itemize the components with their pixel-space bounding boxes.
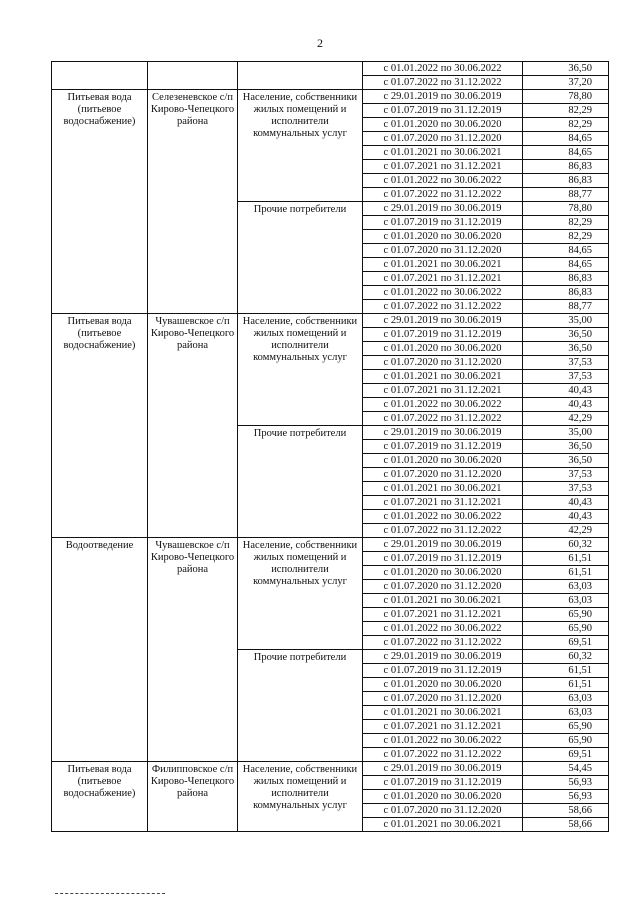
tariff-value-cell: 82,29	[523, 104, 609, 118]
tariff-value-cell: 58,66	[523, 804, 609, 818]
tariff-value-cell: 61,51	[523, 664, 609, 678]
period-cell: с 01.01.2020 по 30.06.2020	[363, 790, 523, 804]
period-cell: с 01.07.2022 по 31.12.2022	[363, 76, 523, 90]
tariff-value-cell: 86,83	[523, 174, 609, 188]
tariff-value-cell: 78,80	[523, 90, 609, 104]
period-cell: с 01.01.2022 по 30.06.2022	[363, 62, 523, 76]
tariff-value-cell: 40,43	[523, 398, 609, 412]
tariff-value-cell: 35,00	[523, 314, 609, 328]
settlement-cell: Филипповское с/п Кирово-Чепецкого района	[148, 762, 238, 832]
period-cell: с 01.07.2020 по 31.12.2020	[363, 580, 523, 594]
table-row	[52, 62, 609, 76]
period-cell: с 01.07.2020 по 31.12.2020	[363, 132, 523, 146]
period-cell: с 01.07.2019 по 31.12.2019	[363, 216, 523, 230]
page-number: 2	[317, 36, 323, 50]
period-cell: с 01.07.2019 по 31.12.2019	[363, 776, 523, 790]
table-row	[52, 538, 609, 552]
period-cell: с 01.01.2021 по 30.06.2021	[363, 706, 523, 720]
period-cell: с 01.07.2021 по 31.12.2021	[363, 272, 523, 286]
tariff-value-cell: 63,03	[523, 706, 609, 720]
service-cell: Питьевая вода (питьевое водоснабжение)	[52, 762, 148, 832]
consumer-cell: Прочие потребители	[238, 426, 363, 538]
tariff-value-cell: 60,32	[523, 538, 609, 552]
tariff-value-cell: 37,53	[523, 468, 609, 482]
tariff-value-cell: 86,83	[523, 272, 609, 286]
period-cell: с 29.01.2019 по 30.06.2019	[363, 202, 523, 216]
settlement-cell: Чувашевское с/п Кирово-Чепецкого района	[148, 538, 238, 762]
tariff-value-cell: 84,65	[523, 244, 609, 258]
tariff-value-cell: 69,51	[523, 636, 609, 650]
period-cell: с 01.07.2020 по 31.12.2020	[363, 804, 523, 818]
tariff-value-cell: 40,43	[523, 384, 609, 398]
table-row	[52, 762, 609, 776]
period-cell: с 29.01.2019 по 30.06.2019	[363, 650, 523, 664]
period-cell: с 01.01.2022 по 30.06.2022	[363, 734, 523, 748]
consumer-cell: Население, собственники жилых помещений и исполнители коммунальных услуг	[238, 90, 363, 202]
tariff-value-cell: 82,29	[523, 230, 609, 244]
period-cell: с 01.07.2019 по 31.12.2019	[363, 104, 523, 118]
period-cell: с 01.07.2021 по 31.12.2021	[363, 496, 523, 510]
period-cell: с 01.01.2022 по 30.06.2022	[363, 622, 523, 636]
period-cell: с 01.01.2020 по 30.06.2020	[363, 678, 523, 692]
period-cell: с 01.01.2020 по 30.06.2020	[363, 118, 523, 132]
tariff-value-cell: 36,50	[523, 342, 609, 356]
tariff-value-cell: 36,50	[523, 454, 609, 468]
tariff-value-cell: 84,65	[523, 146, 609, 160]
period-cell: с 01.07.2019 по 31.12.2019	[363, 328, 523, 342]
tariff-value-cell: 35,00	[523, 426, 609, 440]
tariff-value-cell: 84,65	[523, 132, 609, 146]
period-cell: с 01.01.2021 по 30.06.2021	[363, 258, 523, 272]
period-cell: с 01.07.2020 по 31.12.2020	[363, 692, 523, 706]
tariff-value-cell: 61,51	[523, 552, 609, 566]
tariff-value-cell: 63,03	[523, 692, 609, 706]
tariff-value-cell: 37,53	[523, 356, 609, 370]
tariff-value-cell: 63,03	[523, 580, 609, 594]
period-cell: с 01.01.2021 по 30.06.2021	[363, 482, 523, 496]
period-cell: с 01.07.2022 по 31.12.2022	[363, 412, 523, 426]
period-cell: с 29.01.2019 по 30.06.2019	[363, 426, 523, 440]
consumer-cell	[238, 62, 363, 90]
settlement-cell	[148, 62, 238, 90]
tariff-value-cell: 60,32	[523, 650, 609, 664]
service-cell: Водоотведение	[52, 538, 148, 762]
tariff-value-cell: 42,29	[523, 412, 609, 426]
tariff-value-cell: 63,03	[523, 594, 609, 608]
service-cell	[52, 62, 148, 90]
period-cell: с 01.01.2022 по 30.06.2022	[363, 398, 523, 412]
tariff-value-cell: 65,90	[523, 720, 609, 734]
tariff-value-cell: 54,45	[523, 762, 609, 776]
period-cell: с 01.07.2019 по 31.12.2019	[363, 552, 523, 566]
table-row	[52, 314, 609, 328]
consumer-cell: Население, собственники жилых помещений и исполнители коммунальных услуг	[238, 538, 363, 650]
tariff-value-cell: 78,80	[523, 202, 609, 216]
period-cell: с 01.01.2020 по 30.06.2020	[363, 566, 523, 580]
tariff-value-cell: 86,83	[523, 160, 609, 174]
tariff-value-cell: 40,43	[523, 496, 609, 510]
period-cell: с 01.01.2021 по 30.06.2021	[363, 594, 523, 608]
consumer-cell: Население, собственники жилых помещений и исполнители коммунальных услуг	[238, 762, 363, 832]
tariff-value-cell: 56,93	[523, 790, 609, 804]
period-cell: с 29.01.2019 по 30.06.2019	[363, 314, 523, 328]
tariff-value-cell: 58,66	[523, 818, 609, 832]
settlement-cell: Селезеневское с/п Кирово-Чепецкого района	[148, 90, 238, 314]
period-cell: с 01.07.2022 по 31.12.2022	[363, 748, 523, 762]
tariff-value-cell: 40,43	[523, 510, 609, 524]
period-cell: с 01.07.2019 по 31.12.2019	[363, 440, 523, 454]
period-cell: с 01.07.2022 по 31.12.2022	[363, 636, 523, 650]
period-cell: с 01.01.2021 по 30.06.2021	[363, 370, 523, 384]
tariff-value-cell: 61,51	[523, 566, 609, 580]
tariff-value-cell: 88,77	[523, 300, 609, 314]
period-cell: с 01.01.2022 по 30.06.2022	[363, 174, 523, 188]
period-cell: с 01.07.2019 по 31.12.2019	[363, 664, 523, 678]
period-cell: с 01.07.2020 по 31.12.2020	[363, 356, 523, 370]
footer-separator	[55, 893, 165, 894]
period-cell: с 01.07.2022 по 31.12.2022	[363, 188, 523, 202]
period-cell: с 01.07.2021 по 31.12.2021	[363, 608, 523, 622]
consumer-cell: Прочие потребители	[238, 202, 363, 314]
period-cell: с 01.07.2020 по 31.12.2020	[363, 244, 523, 258]
tariff-value-cell: 36,50	[523, 440, 609, 454]
period-cell: с 01.07.2020 по 31.12.2020	[363, 468, 523, 482]
tariff-value-cell: 37,53	[523, 370, 609, 384]
period-cell: с 01.07.2022 по 31.12.2022	[363, 524, 523, 538]
tariff-value-cell: 86,83	[523, 286, 609, 300]
period-cell: с 01.01.2022 по 30.06.2022	[363, 510, 523, 524]
tariff-value-cell: 65,90	[523, 622, 609, 636]
period-cell: с 01.01.2020 по 30.06.2020	[363, 230, 523, 244]
service-cell: Питьевая вода (питьевое водоснабжение)	[52, 90, 148, 314]
tariff-value-cell: 36,50	[523, 62, 609, 76]
period-cell: с 01.01.2020 по 30.06.2020	[363, 342, 523, 356]
tariff-value-cell: 69,51	[523, 748, 609, 762]
period-cell: с 29.01.2019 по 30.06.2019	[363, 762, 523, 776]
tariff-value-cell: 84,65	[523, 258, 609, 272]
period-cell: с 01.01.2022 по 30.06.2022	[363, 286, 523, 300]
period-cell: с 01.01.2021 по 30.06.2021	[363, 146, 523, 160]
tariff-value-cell: 36,50	[523, 328, 609, 342]
period-cell: с 01.01.2020 по 30.06.2020	[363, 454, 523, 468]
tariff-value-cell: 88,77	[523, 188, 609, 202]
period-cell: с 01.07.2022 по 31.12.2022	[363, 300, 523, 314]
tariff-value-cell: 61,51	[523, 678, 609, 692]
consumer-cell: Прочие потребители	[238, 650, 363, 762]
table-row	[52, 90, 609, 104]
period-cell: с 01.07.2021 по 31.12.2021	[363, 720, 523, 734]
tariff-value-cell: 37,53	[523, 482, 609, 496]
period-cell: с 01.07.2021 по 31.12.2021	[363, 160, 523, 174]
tariff-value-cell: 82,29	[523, 216, 609, 230]
period-cell: с 29.01.2019 по 30.06.2019	[363, 90, 523, 104]
tariff-value-cell: 56,93	[523, 776, 609, 790]
tariff-value-cell: 42,29	[523, 524, 609, 538]
consumer-cell: Население, собственники жилых помещений и исполнители коммунальных услуг	[238, 314, 363, 426]
tariff-table	[51, 61, 609, 832]
settlement-cell: Чувашевское с/п Кирово-Чепецкого района	[148, 314, 238, 538]
tariff-value-cell: 37,20	[523, 76, 609, 90]
tariff-value-cell: 82,29	[523, 118, 609, 132]
period-cell: с 29.01.2019 по 30.06.2019	[363, 538, 523, 552]
period-cell: с 01.01.2021 по 30.06.2021	[363, 818, 523, 832]
tariff-value-cell: 65,90	[523, 608, 609, 622]
service-cell: Питьевая вода (питьевое водоснабжение)	[52, 314, 148, 538]
period-cell: с 01.07.2021 по 31.12.2021	[363, 384, 523, 398]
tariff-value-cell: 65,90	[523, 734, 609, 748]
